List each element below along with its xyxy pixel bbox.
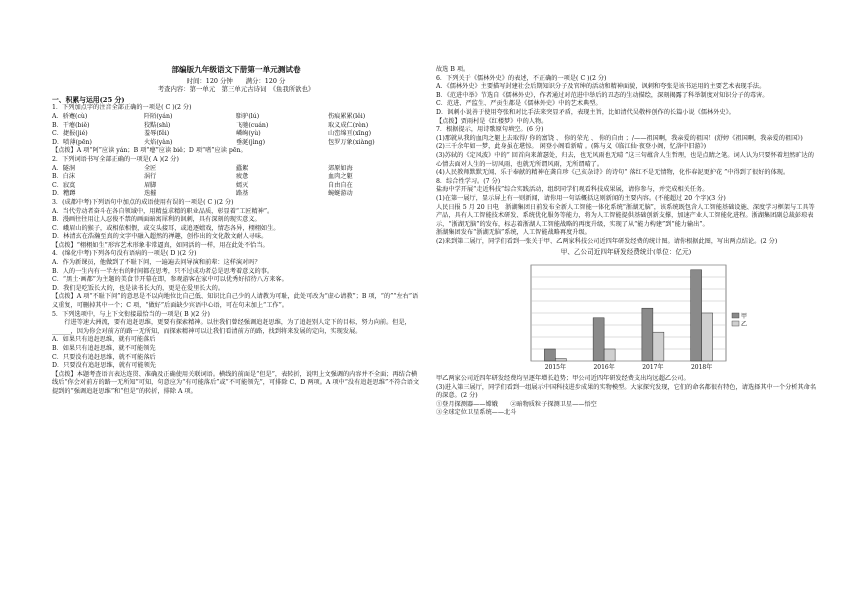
text-paragraph: 甲乙两家公司近四年研发经费均呈逐年增长趋势；甲公司近四年研发经费支出均远超乙公司。 (436, 375, 690, 383)
text-paragraph: 3．(成都中考)下列语句中加点的成语使用有误的一项是( C )(2 分) (52, 198, 234, 206)
text-paragraph: 7．根据提示，用诗歌原句填空。(6 分) (436, 126, 544, 134)
text-paragraph: 故选 B 项。 (436, 66, 470, 73)
right-bottom-body (436, 375, 816, 418)
text-paragraph: ①登月探测器——嫦娥 ②暗物质粒子探测卫星——悟空 (436, 400, 597, 408)
x-tick-label: 2017年 (642, 364, 664, 372)
text-paragraph: 【点拨】A 项“不耻下问”的意思是不以向地位比自己低、知识比自己少的人请教为可耻，此处可改为“虚心请教”；B 项，“的”“左右”语义重复，可删掉其中一个；C 项，“做好”后面缺少宾语中心语，可在句末加上“工作”。 (52, 293, 419, 310)
option-cell: 全匠 (144, 164, 157, 172)
option-cell: 迭摧 (144, 190, 157, 198)
bar-甲-2016年 (593, 318, 604, 361)
left-column (52, 0, 420, 608)
option-row (52, 122, 420, 131)
option-cell: 山峦绵亘(xīng) (328, 130, 371, 138)
text-paragraph: D．林清玄在浩瀚至真的文字中融入超然的禅趣，创作出的文化散文耐人寻味。 (52, 233, 268, 241)
option-cell: 路基 (236, 190, 249, 198)
option-cell: 阡陌(yán) (144, 112, 173, 120)
option-cell: 嶙峋(yù) (236, 130, 261, 138)
option-row (52, 113, 420, 122)
chart-figure (436, 248, 816, 375)
text-paragraph: B．人的一生内有一半左右的时间都在思考，只不过成功者总是思考着意义的事。 (52, 267, 274, 275)
chart-title: 甲、乙公司近四年研发经费统计(单位：亿元) (560, 248, 692, 257)
x-tick-label: 2015年 (544, 364, 567, 372)
bar-乙-2017年 (653, 332, 664, 361)
bar-甲-2017年 (642, 308, 653, 361)
text-paragraph: (1)在第一展厅，显示屏上有一则新闻，请你用一句话概括这则新闻的主要内容。(不能超过 20 个字)(3 分) (436, 194, 726, 202)
text-paragraph: A．《儒林外史》主要描写封建社会后期知识分子及官绅的活动和精神面貌，讽刺和夸张是该书运用的主要艺术表现手法。 (436, 83, 766, 91)
text-paragraph: D．讽刺小说善于使用夸张和对比手法来突显矛盾，表现主旨，比如清代吴敬梓创作的长篇小说《儒林外史》。 (436, 108, 735, 116)
text-paragraph: 浙湖集团发布“浙湖无脑”系统，人工智能战略再度升级。 (436, 229, 591, 237)
option-cell: 涡行 (144, 173, 157, 181)
text-paragraph: ③全球定位卫星系统——北斗 (436, 409, 517, 417)
page-title: 部编版九年级语文下册第一单元测试卷 (171, 65, 301, 74)
option-cell: B．干瘪(biě) (52, 121, 90, 129)
option-cell: C．捷报(jié) (52, 130, 88, 138)
text-paragraph: C．“黑土·画都”为主题的美食节开幕在即，参观游客在家中可以优秀好招待八方来客。 (52, 276, 288, 284)
scope-line: 考查内容：第一单元 第三单元古诗词 《鱼我所欲也》 (157, 85, 315, 94)
left-body (52, 96, 420, 397)
text-paragraph: C．范进、严监生、严贡生都是《儒林外史》中的艺术典型。 (436, 100, 602, 108)
text-paragraph: B．《范进中举》节选自《儒林外史》，作者通过对范进中举后的丑态的生动描绘，深刻揭露了科举制度对知识分子的毒害。 (436, 91, 769, 99)
text-paragraph: 8．综合性学习。(7 分) (436, 177, 501, 185)
text-paragraph: 4．(绵化中考)下列各句没有语病的一项是( D )(2 分) (52, 250, 197, 258)
option-cell: C．寂寞 (52, 181, 76, 189)
time-line: 时间：120 分钟 满分：120 分 (186, 76, 286, 85)
legend-swatch (732, 313, 739, 318)
text-paragraph: 【点拨】A 项“阿”应读 yán；B 项“瘪”应读 biě；D 项“嗜”应读 pēn。 (52, 147, 247, 155)
text-paragraph: C．峨眉山的猴子，或相依相偎，或交头接耳，或追逐嬉戏，情态各异，栩栩如生。 (52, 224, 280, 232)
text-paragraph: (2)来到第二展厅，同学们看到一张关于甲、乙两家科技公司近四年研发经费的统计图。请你根据此图，写出两点结论。(2 分) (436, 237, 778, 245)
legend-label: 乙 (741, 321, 748, 329)
bar-乙-2015年 (555, 359, 566, 361)
text-paragraph: (4)人民教师默默无闻、乐于奉献的精神在龚自珍《己亥杂诗》的诗句“ 落红不是无情物，化作春泥更护花 ”中得到了很好的体现。 (436, 169, 790, 177)
option-cell: 血肉之躯 (328, 173, 353, 181)
text-paragraph: 5．下列选项中，与上下文衔接最恰当的一项是( B )(2 分) (52, 310, 210, 318)
bar-chart (436, 257, 816, 375)
option-cell: 自由自在 (328, 181, 353, 189)
option-cell: D．糟蹲 (52, 190, 76, 198)
option-cell: 取义成仁(rèn) (328, 121, 369, 129)
option-cell: 駏驴(lú) (236, 112, 260, 120)
text-paragraph: (2)三千余年如一梦，此身虽在堪惊。 闲登小阁看新晴 。(陈与义《临江仙·夜登小阁，忆洛中旧游》) (436, 143, 707, 151)
text-paragraph: 行进等速大洲流，要有追赶思维，更要有探索精神。以往我们曾经强调追赶思维，为了追赶别人定下的目标，努力向前。但是，______，因为你会对前方的路一无所知，而探索精神可以让我们看清前方的路，找到将来发展的定向，实现发展。 (52, 319, 411, 335)
option-cell: 飞驰(cuán) (236, 121, 269, 129)
option-cell: 火焰(yàn) (144, 138, 173, 146)
text-paragraph: A．作为新课员，他做到了不耻下问，一遍遍去问导演和前辈：这样演对吗？ (52, 259, 261, 267)
right-column (436, 0, 816, 608)
text-paragraph: A．当代劳动者奋斗在各自领域中，用精益求精的职业品质，彰显着“工匠精神”。 (52, 207, 274, 215)
option-cell: 疲惫 (236, 173, 249, 181)
legend-label: 甲 (741, 313, 748, 321)
text-paragraph: 盐海中学开展“走近科技”综合实践活动，组织同学们观看科技成果展，请你参与，并完成相关任务。 (436, 186, 709, 194)
legend-swatch (732, 321, 739, 326)
text-paragraph: B．漫画往往用让人忍俊不禁的画面暗寓犀利的讽刺，具有深刻的现实意义。 (52, 216, 261, 224)
option-cell: 垂涎(jìng) (236, 138, 266, 146)
option-cell: D．喷薄(pēn) (52, 138, 92, 146)
text-paragraph: (1)那就从我的血肉之躯上去取得/ 你的富饶 、 你的荣光 、 你的自由 ；/——祖国啊，我亲爱的祖国！(舒婷《祖国啊，我亲爱的祖国》) (436, 134, 803, 142)
text-paragraph: 【点拨】“栩栩如生”形容艺术形象非常逼真，如同活的一样，用在此处不恰当。 (52, 241, 269, 249)
text-paragraph: D．我们是吃饭长大的，也是读书长大的，更是在爱里长大的。 (52, 284, 225, 292)
bar-甲-2015年 (544, 349, 555, 361)
option-cell: B．白沫 (52, 173, 76, 181)
bar-甲-2018年 (691, 270, 702, 361)
text-paragraph: 人民日报 5 月 20 日电 浙湖集团日前发布全新人工智能一体化系统“浙湖无脑”，该系统既包含人工智能基础设施、深度学习框架与工具等产品，具有人工智能技术研发、系统优化服务等能力，将为人工智能提供基础创新支撑，加速产业人工智能化进程。浙湖集团副总裁彭琼表示，“浙湖无脑”的发布，标志着浙湖人工智能战略的再度升级，实现了从“能力构建”到“能力输出”。 (436, 203, 815, 228)
option-cell: 羞辱(fěi) (144, 130, 170, 138)
text-paragraph: B．如果只有追赶思维，就不可能领先 (52, 345, 156, 352)
text-paragraph: A．如果只有追赶思维，就有可能落后 (52, 336, 156, 344)
option-cell: 伤痕累累(lěi) (328, 112, 366, 120)
option-cell: 嫣灭 (236, 181, 249, 189)
option-row (52, 173, 420, 182)
option-row (52, 165, 420, 174)
option-cell: 蠹絮 (236, 164, 249, 172)
bar-乙-2016年 (604, 349, 615, 361)
x-tick-label: 2018年 (690, 364, 713, 372)
option-cell: A．骄蹇(cù) (52, 112, 88, 120)
option-cell: 包罗万象(xiàng) (328, 138, 375, 146)
text-paragraph: 1．下列加点字的注音全部正确的一项是( C )(2 分) (52, 104, 192, 112)
text-paragraph: 【点拨】贾雨村是《红楼梦》中的人物。 (436, 117, 548, 125)
option-row (52, 190, 420, 199)
option-cell: 眉脚 (144, 181, 157, 189)
text-paragraph: (3)进入第三展厅，同学们看到一组展示中国科技进步成果的实物模型。大家探究发现，它们的命名都很有特色，请选择其中一个分析其命名的深意。(2 分) (436, 383, 817, 400)
text-paragraph: D．只要没有追赶思维，就有可能领先 (52, 362, 156, 370)
text-paragraph: 6．下列关于《儒林外史》的表述，不正确的一项是( C )(2 分) (436, 74, 607, 82)
option-cell: 狡黠(shì) (144, 121, 171, 129)
right-top-body (436, 66, 816, 246)
option-cell: 蜿蜒游动 (328, 190, 353, 198)
text-paragraph: C．只要没有追赶思维，就不可能落后 (52, 353, 156, 361)
text-paragraph: 2．下列词语书写全部正确的一项是( A )(2 分) (52, 155, 179, 163)
bar-乙-2018年 (702, 313, 713, 361)
text-paragraph: (3)苏轼的《定风波》中的“ 回首向来萧瑟处，归去，也无风雨也无晴 ”这三句蕴含人生哲理，也是点睛之笔。词人认为只要怀着坦然旷达的心情去面对人生的一切风雨，也就无所谓风雨，无所谓晴了。 (436, 151, 814, 168)
text-paragraph: 【点拨】本题考查语言表达连贯、准确及正确使用关联词语。横线的前面是“但是”，表转折，说明上文强调的内容并不全面；再结合横线后“你会对前方的路一无所知”可知，句意应为“有可能落后”或“不可能领先”，可排除 C、D 两项。A 项中“没有追赶思维”不符合语文提到的“强调追赶思维”和“但是”的转折，排除 A 项。 (52, 370, 420, 395)
option-cell: A．隧洞 (52, 164, 76, 172)
section-heading: 一、积累与运用(25 分) (52, 95, 125, 104)
x-tick-label: 2016年 (593, 364, 615, 372)
option-row (52, 130, 420, 139)
option-cell: 郊原如海 (328, 164, 353, 172)
